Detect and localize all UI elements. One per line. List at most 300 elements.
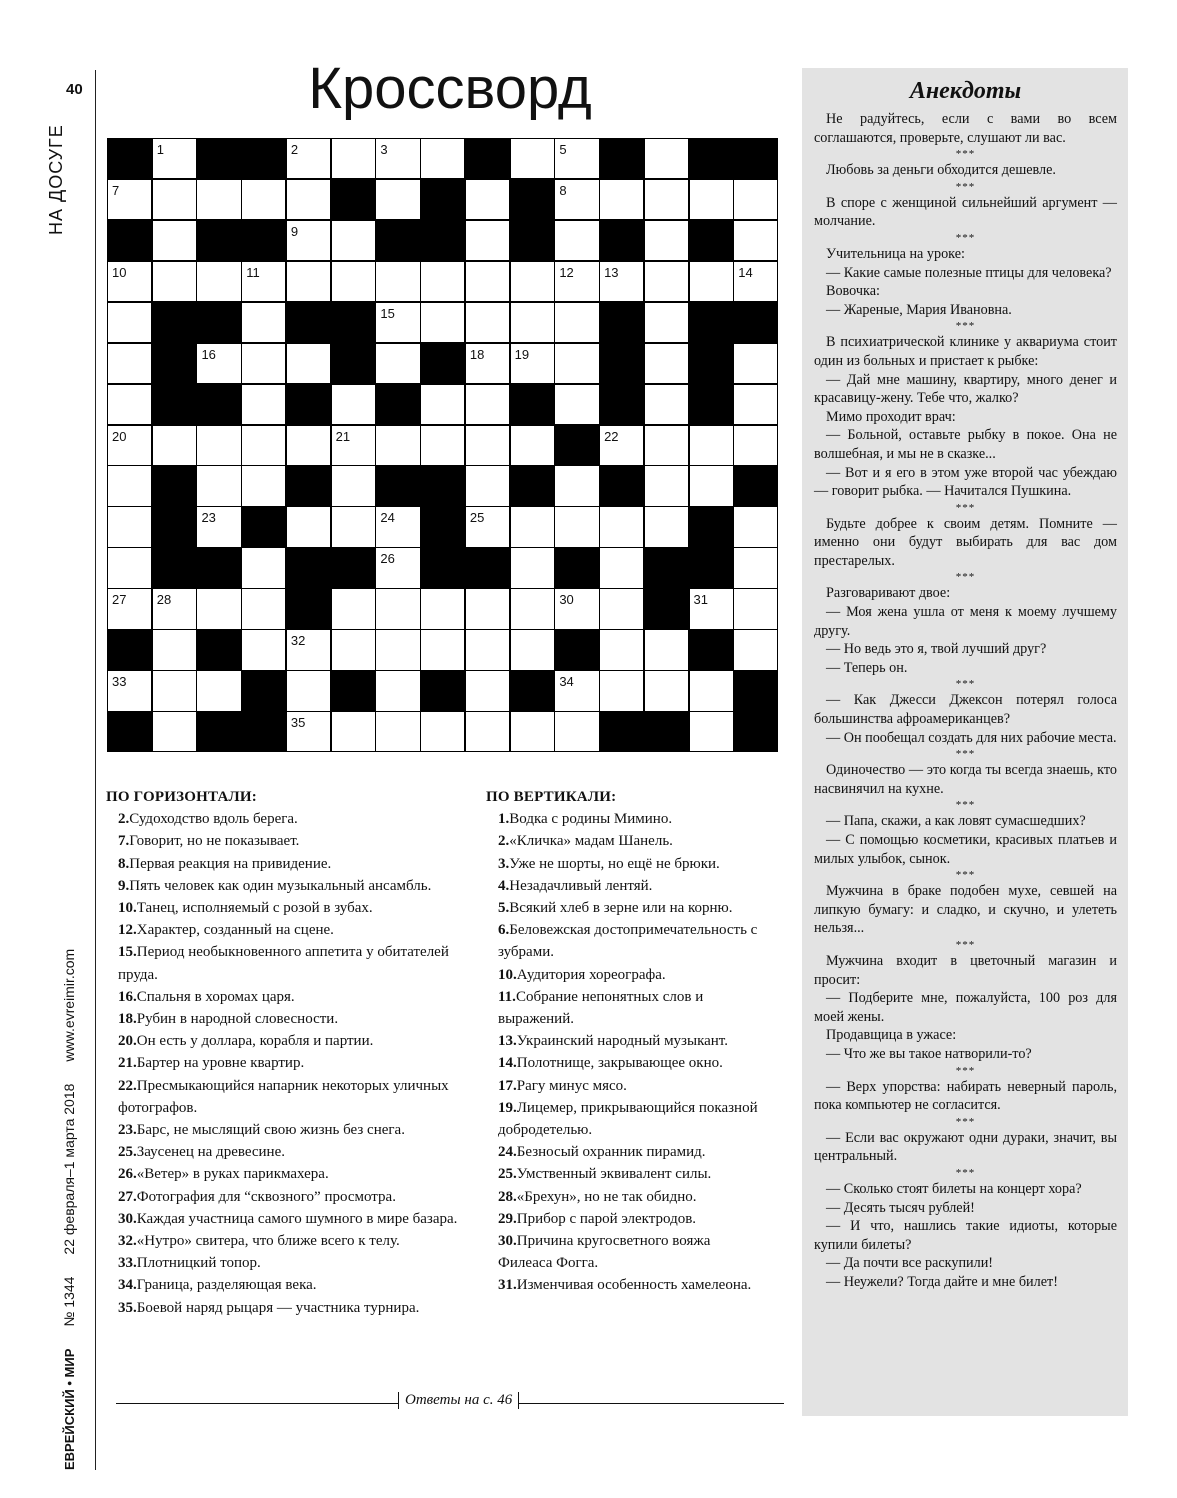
grid-cell[interactable] [600, 671, 643, 710]
grid-cell[interactable] [466, 671, 509, 710]
grid-cell[interactable] [600, 180, 643, 219]
clue-item [106, 1141, 474, 1163]
grid-block [197, 630, 240, 669]
jokes-sidebar [802, 68, 1128, 1416]
clue-text: Рубин в народной словесности. [136, 1011, 339, 1028]
cell-number: 32 [290, 633, 306, 649]
joke-line: Любовь за деньги обходится дешевле. [826, 162, 1056, 179]
crossword-grid [107, 138, 778, 752]
grid-cell[interactable] [376, 344, 419, 383]
clue-text: Плотницкий топор. [136, 1255, 261, 1272]
clue-item [106, 853, 474, 875]
joke-line: Вовочка: [826, 283, 880, 300]
grid-cell[interactable] [511, 344, 554, 383]
clue-item [106, 875, 474, 897]
grid-cell[interactable] [153, 712, 196, 751]
grid-cell[interactable] [197, 426, 240, 465]
joke-separator: *** [955, 1166, 976, 1179]
grid-block [600, 344, 643, 383]
grid-cell[interactable] [108, 180, 151, 219]
grid-cell[interactable] [511, 303, 554, 342]
grid-cell[interactable] [421, 630, 464, 669]
cell-number: 34 [559, 674, 574, 690]
clue-number: 4. [498, 877, 510, 894]
grid-cell[interactable] [466, 385, 509, 424]
cell-number: 24 [380, 510, 395, 526]
grid-cell[interactable] [242, 180, 285, 219]
cell-number: 11 [246, 264, 260, 280]
grid-block [332, 671, 375, 710]
clue-text: Безносый охранник пирамид. [516, 1144, 706, 1161]
grid-cell[interactable] [197, 589, 240, 628]
grid-cell[interactable] [600, 589, 643, 628]
clue-number: 34. [118, 1277, 137, 1294]
clue-item [486, 1052, 768, 1074]
clue-item [106, 808, 474, 830]
joke-separator: *** [955, 1115, 976, 1128]
grid-cell[interactable] [555, 385, 598, 424]
clue-text: Пресмыкающийся напарник некоторых уличных фотографов. [118, 1077, 449, 1116]
grid-cell[interactable] [376, 630, 419, 669]
clue-number: 6. [498, 922, 510, 939]
grid-block [600, 712, 643, 751]
clue-number: 32. [118, 1233, 137, 1250]
clue-text: Незадачливый лентяй. [509, 877, 653, 894]
grid-cell[interactable] [421, 712, 464, 751]
grid-cell[interactable] [466, 426, 509, 465]
clue-item [106, 830, 474, 852]
grid-cell[interactable] [197, 507, 240, 546]
grid-cell[interactable] [332, 221, 375, 260]
grid-cell[interactable] [421, 385, 464, 424]
grid-cell[interactable] [734, 262, 777, 301]
cell-number: 1 [156, 142, 164, 157]
grid-cell[interactable] [108, 589, 151, 628]
grid-cell[interactable] [242, 262, 285, 301]
grid-block [242, 671, 285, 710]
joke-line: — Больной, оставьте рыбку в покое. Она не волшебная, и мы не в сказке... [814, 427, 1117, 462]
grid-cell[interactable] [153, 139, 196, 178]
down-clues [486, 786, 768, 1297]
grid-cell[interactable] [376, 712, 419, 751]
clue-number: 19. [498, 1099, 517, 1116]
clue-text: Заусенец на древесине. [136, 1144, 285, 1161]
grid-cell[interactable] [287, 221, 330, 260]
grid-cell[interactable] [242, 589, 285, 628]
grid-cell[interactable] [690, 671, 733, 710]
grid-cell[interactable] [555, 671, 598, 710]
grid-cell[interactable] [555, 507, 598, 546]
clue-item [106, 1297, 474, 1319]
grid-cell[interactable] [153, 426, 196, 465]
cell-number: 33 [112, 674, 127, 690]
grid-cell[interactable] [108, 507, 151, 546]
grid-cell[interactable] [734, 221, 777, 260]
clue-text: Рагу минус мясо. [516, 1077, 627, 1094]
grid-cell[interactable] [242, 385, 285, 424]
grid-cell[interactable] [690, 712, 733, 751]
grid-cell[interactable] [466, 221, 509, 260]
clue-text: Изменчивая особенность хамелеона. [516, 1277, 752, 1294]
cell-number: 9 [290, 223, 299, 239]
grid-cell[interactable] [466, 344, 509, 383]
grid-cell[interactable] [153, 221, 196, 260]
cell-number: 31 [693, 592, 708, 608]
joke-line: Одиночество — это когда ты всегда знаешь, кто насвинячил на кухне. [814, 762, 1117, 797]
joke-line: В психиатрической клинике у аквариума стоит один из больных и пристает к рыбке: [814, 334, 1117, 369]
grid-cell[interactable] [287, 180, 330, 219]
grid-block [511, 221, 554, 260]
grid-cell[interactable] [600, 262, 643, 301]
grid-cell[interactable] [555, 712, 598, 751]
grid-cell[interactable] [555, 262, 598, 301]
grid-cell[interactable] [645, 507, 688, 546]
grid-block [600, 466, 643, 505]
grid-cell[interactable] [108, 262, 151, 301]
clue-number: 2. [498, 833, 510, 850]
grid-block [511, 671, 554, 710]
grid-block [287, 466, 330, 505]
grid-cell[interactable] [645, 426, 688, 465]
grid-block [197, 548, 240, 587]
grid-cell[interactable] [645, 344, 688, 383]
grid-cell[interactable] [555, 221, 598, 260]
clue-number: 26. [118, 1166, 137, 1183]
clue-number: 7. [118, 833, 130, 850]
grid-cell[interactable] [690, 426, 733, 465]
grid-cell[interactable] [645, 303, 688, 342]
grid-block [287, 548, 330, 587]
clue-item [106, 1052, 474, 1074]
grid-cell[interactable] [287, 262, 330, 301]
grid-cell[interactable] [108, 303, 151, 342]
clue-item [486, 1208, 768, 1230]
clue-item [486, 1230, 768, 1274]
clue-text: Украинский народный музыкант. [516, 1033, 728, 1050]
joke-line: Будьте добрее к своим детям. Помните — именно они будут выбирать для вас дом престарелых. [814, 515, 1117, 569]
grid-cell[interactable] [108, 426, 151, 465]
grid-cell[interactable] [734, 630, 777, 669]
clue-number: 9. [118, 877, 130, 894]
grid-cell[interactable] [287, 712, 330, 751]
grid-cell[interactable] [153, 180, 196, 219]
grid-cell[interactable] [645, 180, 688, 219]
grid-cell[interactable] [690, 180, 733, 219]
grid-cell[interactable] [287, 507, 330, 546]
grid-cell[interactable] [734, 180, 777, 219]
clue-text: Фотография для “сквозного” просмотра. [136, 1188, 396, 1205]
grid-cell[interactable] [734, 426, 777, 465]
joke-line: — Верх упорства: набирать неверный пароль, пока компьютер не согласится. [814, 1078, 1117, 1114]
clue-item [106, 897, 474, 919]
clue-item [486, 853, 768, 875]
grid-cell[interactable] [734, 548, 777, 587]
grid-block [734, 671, 777, 710]
grid-cell[interactable] [734, 344, 777, 383]
grid-cell[interactable] [197, 671, 240, 710]
grid-cell[interactable] [242, 548, 285, 587]
clue-number: 11. [498, 988, 516, 1005]
grid-cell[interactable] [466, 630, 509, 669]
grid-cell[interactable] [645, 262, 688, 301]
grid-block [153, 507, 196, 546]
grid-block [332, 303, 375, 342]
joke-line: — Десять тысяч рублей! [826, 1199, 975, 1216]
grid-cell[interactable] [555, 180, 598, 219]
grid-block [287, 385, 330, 424]
clue-item [486, 919, 768, 963]
grid-block [734, 303, 777, 342]
grid-cell[interactable] [555, 589, 598, 628]
grid-cell[interactable] [108, 548, 151, 587]
grid-block [466, 139, 509, 178]
section-label: НА ДОСУГЕ [46, 124, 66, 235]
clue-text: Беловежская достопримечательность с зубрами. [498, 922, 758, 961]
joke-separator: *** [955, 501, 976, 514]
grid-cell[interactable] [555, 303, 598, 342]
grid-block [511, 466, 554, 505]
grid-cell[interactable] [511, 548, 554, 587]
grid-block [690, 221, 733, 260]
grid-cell[interactable] [332, 507, 375, 546]
clue-item [486, 808, 768, 830]
grid-block [600, 303, 643, 342]
joke-separator: *** [955, 748, 976, 761]
grid-cell[interactable] [466, 303, 509, 342]
grid-block [421, 671, 464, 710]
joke-separator: *** [955, 869, 976, 882]
joke-separator: *** [955, 231, 976, 244]
grid-cell[interactable] [197, 262, 240, 301]
joke-line: Разговаривают двое: [826, 585, 951, 602]
publication-name: ЕВРЕЙСКИЙ • МИР [62, 1348, 77, 1470]
cell-number: 7 [112, 182, 120, 198]
grid-cell[interactable] [287, 139, 330, 178]
grid-cell[interactable] [421, 262, 464, 301]
grid-cell[interactable] [287, 671, 330, 710]
clue-number: 12. [118, 922, 137, 939]
joke-separator: *** [955, 180, 976, 193]
grid-cell[interactable] [332, 262, 375, 301]
grid-block [108, 630, 151, 669]
grid-cell[interactable] [287, 426, 330, 465]
clue-text: Характер, созданный на сцене. [136, 922, 334, 939]
grid-cell[interactable] [690, 589, 733, 628]
joke-line: В споре с женщиной сильнейший аргумент — молчание. [814, 194, 1117, 230]
grid-cell[interactable] [511, 426, 554, 465]
grid-cell[interactable] [376, 426, 419, 465]
grid-cell[interactable] [734, 589, 777, 628]
grid-cell[interactable] [197, 344, 240, 383]
clue-number: 33. [118, 1255, 137, 1272]
clue-number: 1. [498, 811, 510, 828]
clue-text: Судоходство вдоль берега. [129, 811, 298, 828]
grid-cell[interactable] [645, 139, 688, 178]
grid-block [332, 180, 375, 219]
grid-cell[interactable] [421, 426, 464, 465]
grid-cell[interactable] [197, 180, 240, 219]
grid-cell[interactable] [421, 303, 464, 342]
grid-cell[interactable] [376, 507, 419, 546]
grid-cell[interactable] [645, 221, 688, 260]
clue-text: Всякий хлеб в зерне или на корню. [509, 900, 733, 917]
clue-text: Пять человек как один музыкальный ансамбль. [129, 877, 432, 894]
cell-number: 18 [469, 346, 485, 362]
joke-separator: *** [955, 799, 976, 812]
joke-separator: *** [955, 320, 976, 333]
grid-block [197, 139, 240, 178]
grid-cell[interactable] [332, 139, 375, 178]
grid-cell[interactable] [555, 344, 598, 383]
clue-text: Каждая участница самого шумного в мире базара. [136, 1210, 458, 1227]
grid-cell[interactable] [466, 507, 509, 546]
grid-block [555, 548, 598, 587]
grid-cell[interactable] [108, 344, 151, 383]
grid-cell[interactable] [645, 385, 688, 424]
clue-number: 25. [118, 1144, 137, 1161]
grid-cell[interactable] [332, 385, 375, 424]
grid-cell[interactable] [600, 426, 643, 465]
cell-number: 13 [604, 264, 619, 280]
clue-number: 24. [498, 1144, 517, 1161]
clue-number: 14. [498, 1055, 517, 1072]
clue-item [106, 941, 474, 985]
cell-number: 28 [156, 592, 172, 608]
grid-cell[interactable] [421, 589, 464, 628]
grid-cell[interactable] [734, 385, 777, 424]
grid-cell[interactable] [108, 671, 151, 710]
joke-separator: *** [955, 938, 976, 951]
grid-cell[interactable] [376, 180, 419, 219]
clue-item [486, 1030, 768, 1052]
grid-cell[interactable] [466, 589, 509, 628]
grid-cell[interactable] [242, 303, 285, 342]
clue-item [106, 1252, 474, 1274]
grid-cell[interactable] [734, 507, 777, 546]
grid-cell[interactable] [645, 466, 688, 505]
grid-cell[interactable] [242, 426, 285, 465]
grid-cell[interactable] [511, 589, 554, 628]
cell-number: 14 [738, 264, 753, 280]
grid-cell[interactable] [332, 712, 375, 751]
grid-cell[interactable] [108, 466, 151, 505]
grid-cell[interactable] [511, 630, 554, 669]
down-clue-list [486, 808, 768, 1296]
grid-cell[interactable] [332, 426, 375, 465]
clue-number: 18. [118, 1011, 137, 1028]
grid-cell[interactable] [511, 712, 554, 751]
grid-block [332, 548, 375, 587]
grid-cell[interactable] [555, 139, 598, 178]
grid-cell[interactable] [600, 630, 643, 669]
grid-block [197, 303, 240, 342]
grid-block [153, 303, 196, 342]
cell-number: 21 [335, 428, 351, 444]
grid-cell[interactable] [600, 548, 643, 587]
grid-cell[interactable] [421, 139, 464, 178]
grid-cell[interactable] [332, 466, 375, 505]
grid-cell[interactable] [153, 671, 196, 710]
grid-cell[interactable] [153, 262, 196, 301]
grid-cell[interactable] [466, 180, 509, 219]
grid-cell[interactable] [376, 548, 419, 587]
clue-item [106, 1030, 474, 1052]
clue-number: 5. [498, 900, 510, 917]
grid-cell[interactable] [197, 466, 240, 505]
clue-number: 21. [118, 1055, 137, 1072]
grid-block [511, 180, 554, 219]
grid-cell[interactable] [376, 671, 419, 710]
joke-line: Продавщица в ужасе: [826, 1027, 957, 1044]
grid-cell[interactable] [511, 262, 554, 301]
joke-line: Мимо проходит врач: [826, 408, 956, 425]
clue-number: 17. [498, 1077, 517, 1094]
clue-item [486, 1186, 768, 1208]
side-rule [95, 70, 96, 1470]
grid-block [600, 385, 643, 424]
across-clues [106, 786, 474, 1319]
clue-item [486, 1075, 768, 1097]
clue-number: 35. [118, 1299, 137, 1316]
grid-block [376, 385, 419, 424]
clue-text: «Ветер» в руках парикмахера. [136, 1166, 329, 1183]
grid-cell[interactable] [690, 262, 733, 301]
grid-cell[interactable] [555, 466, 598, 505]
clue-text: Полотнище, закрывающее окно. [516, 1055, 723, 1072]
grid-cell[interactable] [332, 630, 375, 669]
grid-cell[interactable] [287, 630, 330, 669]
grid-cell[interactable] [242, 344, 285, 383]
grid-cell[interactable] [287, 344, 330, 383]
grid-cell[interactable] [153, 630, 196, 669]
clue-item [106, 1119, 474, 1141]
grid-cell[interactable] [466, 466, 509, 505]
grid-cell[interactable] [645, 671, 688, 710]
clue-text: Бартер на уровне квартир. [136, 1055, 305, 1072]
clue-number: 31. [498, 1277, 517, 1294]
grid-cell[interactable] [645, 630, 688, 669]
grid-block [421, 548, 464, 587]
grid-block [555, 426, 598, 465]
grid-cell[interactable] [108, 385, 151, 424]
grid-cell[interactable] [690, 466, 733, 505]
grid-block [108, 712, 151, 751]
grid-block [555, 630, 598, 669]
clue-text: Лицемер, прикрывающийся показной добродетелью. [498, 1099, 758, 1139]
cell-number: 5 [559, 142, 567, 157]
grid-cell[interactable] [376, 139, 419, 178]
grid-block [690, 139, 733, 178]
grid-cell[interactable] [376, 303, 419, 342]
grid-cell[interactable] [242, 630, 285, 669]
grid-cell[interactable] [511, 139, 554, 178]
grid-cell[interactable] [153, 589, 196, 628]
grid-cell[interactable] [466, 712, 509, 751]
grid-cell[interactable] [376, 262, 419, 301]
grid-cell[interactable] [242, 466, 285, 505]
grid-cell[interactable] [600, 507, 643, 546]
grid-block [421, 466, 464, 505]
grid-cell[interactable] [376, 589, 419, 628]
grid-cell[interactable] [511, 507, 554, 546]
joke-line: Учительница на уроке: [826, 245, 965, 262]
cell-number: 2 [290, 142, 299, 157]
clue-number: 22. [118, 1077, 137, 1094]
grid-cell[interactable] [466, 262, 509, 301]
grid-cell[interactable] [332, 589, 375, 628]
grid-block [376, 221, 419, 260]
clue-text: «Брехун», но не так обидно. [516, 1188, 697, 1205]
